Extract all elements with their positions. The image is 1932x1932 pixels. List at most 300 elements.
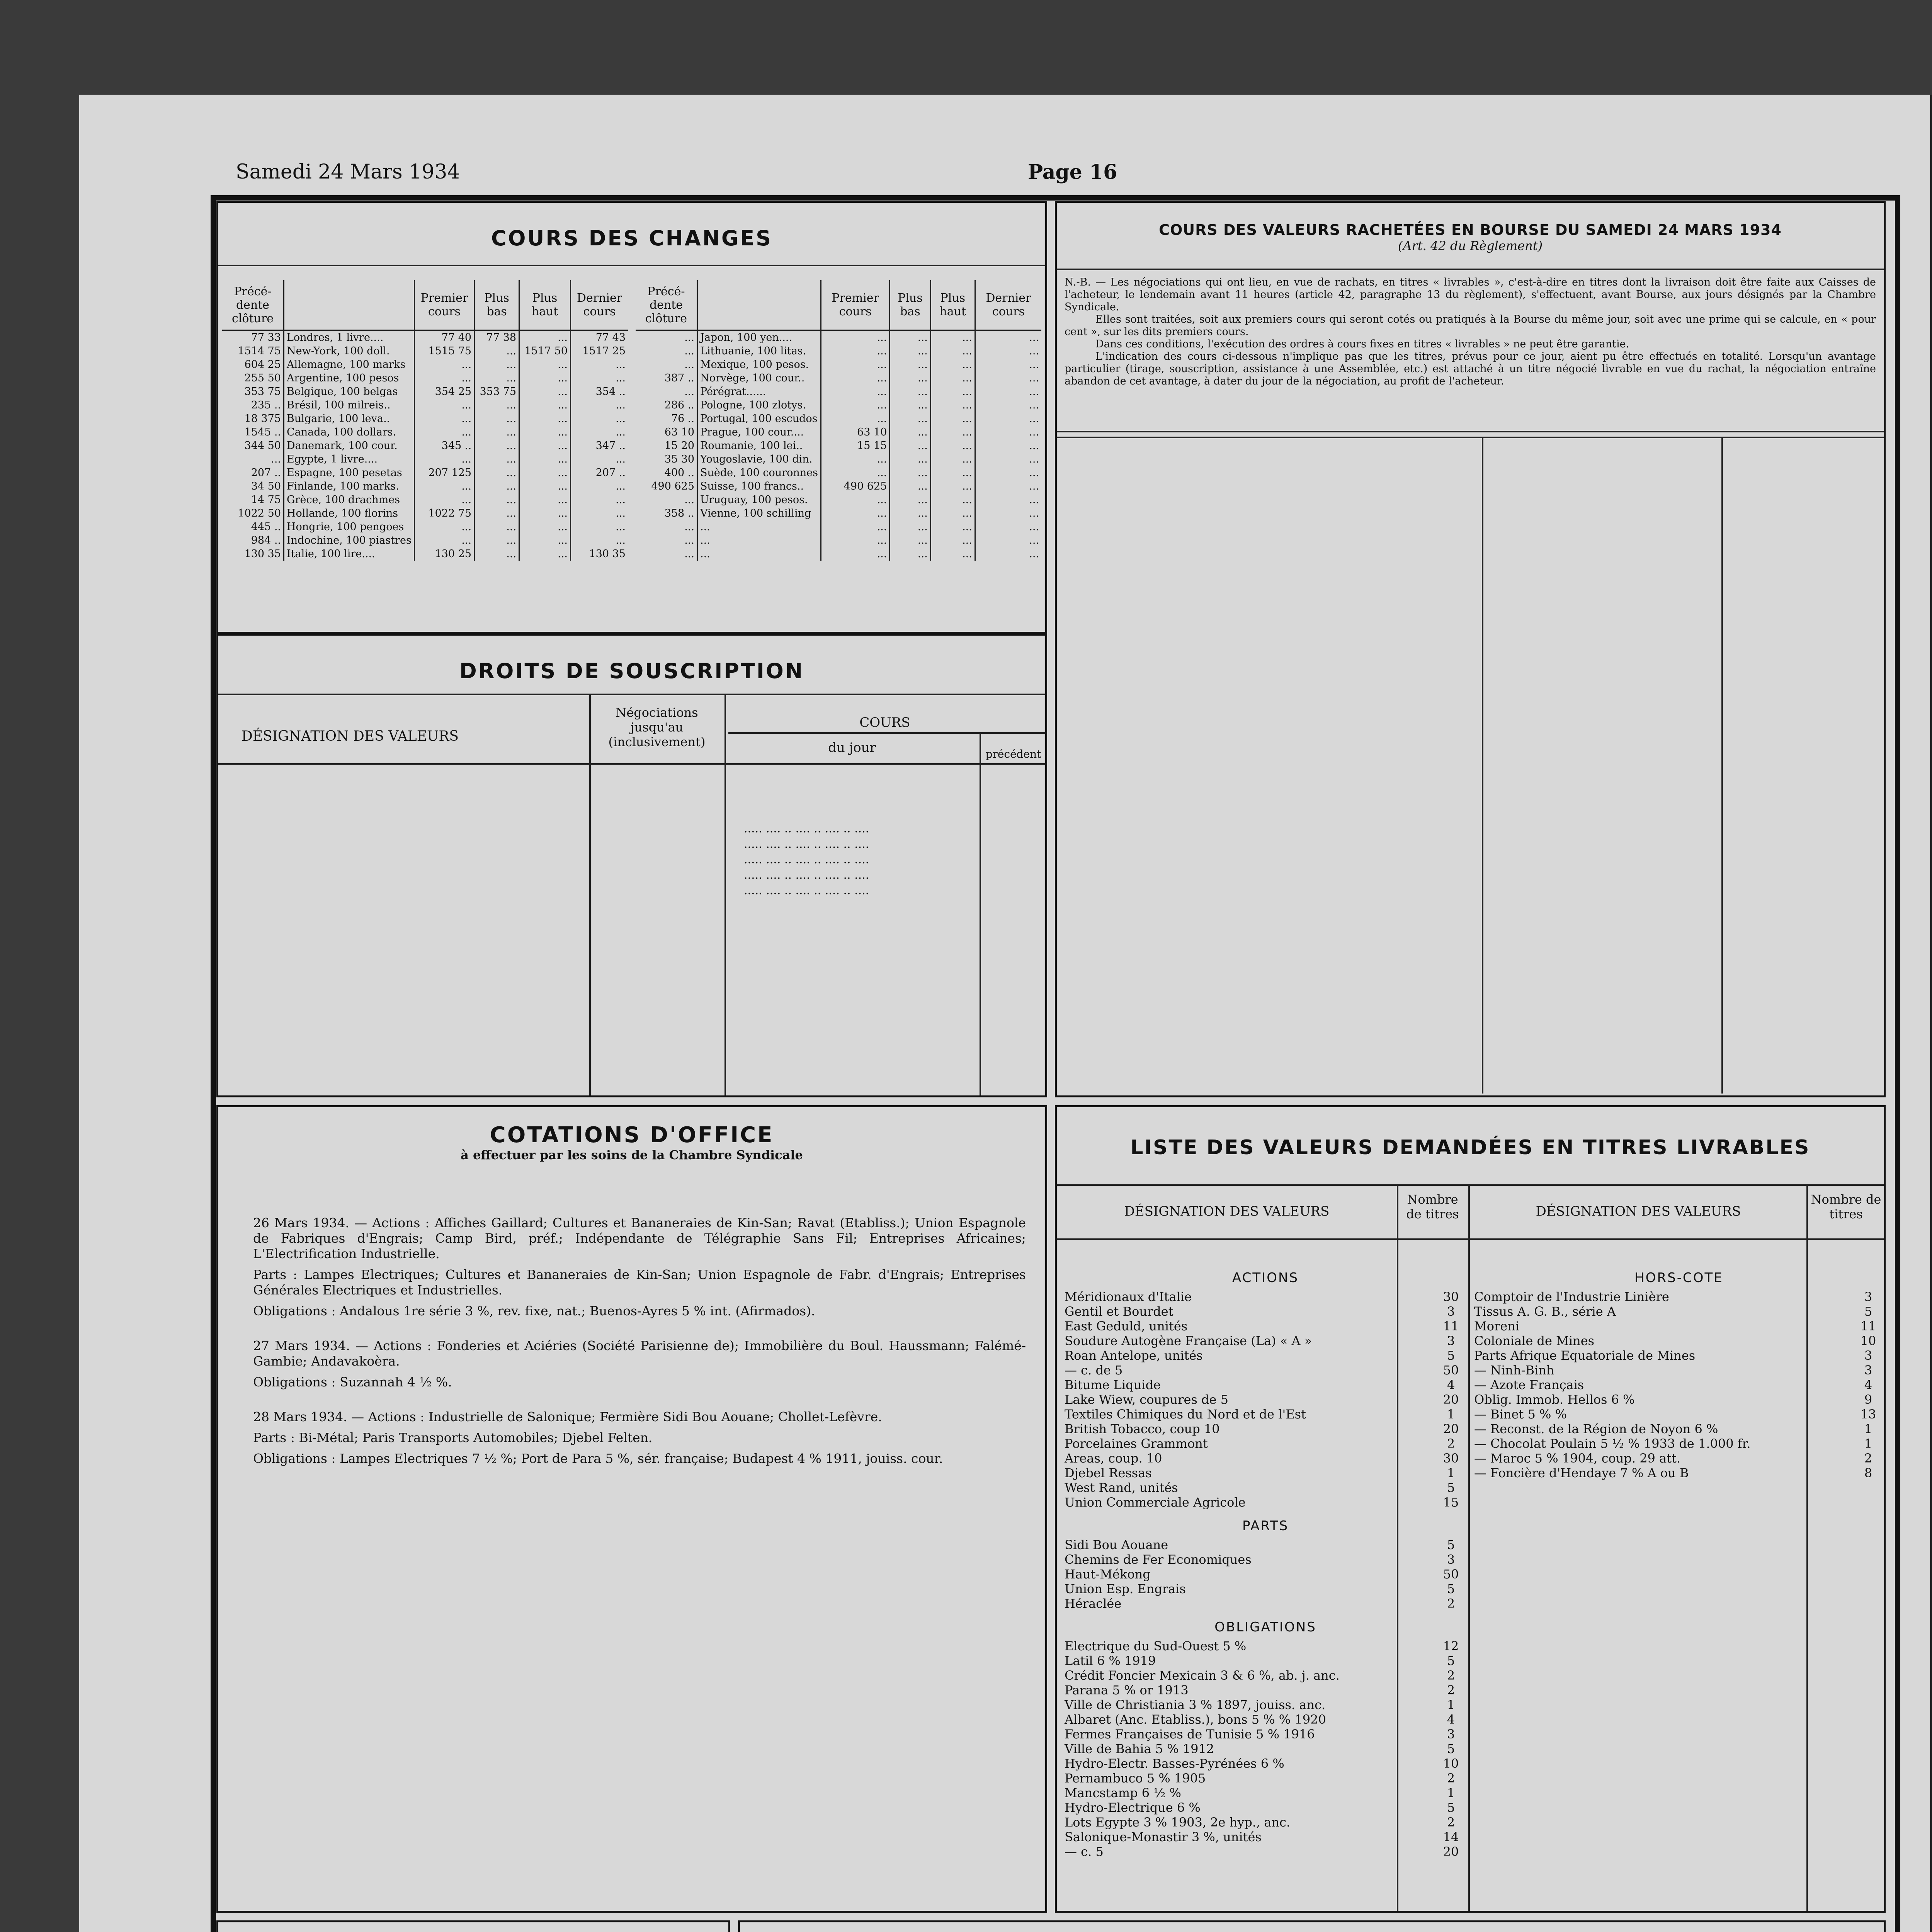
liste-item <box>1474 1407 1884 1422</box>
rate-value: ... <box>271 453 281 465</box>
cotations-body <box>253 1215 1026 1472</box>
header-page-number: Page 16 <box>1028 160 1117 184</box>
rate-currency: Belgique, 100 belgas <box>284 385 415 398</box>
rate-currency: Egypte, 1 livre.... <box>284 452 415 466</box>
rate-value: ... <box>684 494 694 506</box>
rate-value: 353 75 <box>244 386 281 398</box>
rate-value: ... <box>474 480 519 493</box>
rate-value: ... <box>519 466 571 480</box>
rate-value: ... <box>930 439 975 452</box>
liste-left-list <box>1065 1262 1466 1859</box>
adjacent-page-edge <box>1930 95 1932 1932</box>
liste-item-count: 2 <box>1447 1596 1455 1611</box>
liste-item <box>1065 1466 1466 1480</box>
liste-item-name: Comptoir de l'Industrie Linière <box>1474 1289 1669 1304</box>
liste-item-count: 1 <box>1447 1697 1455 1712</box>
rate-value: ... <box>975 452 1041 466</box>
rate-value: ... <box>821 520 889 534</box>
rate-value: 130 35 <box>244 548 281 560</box>
rate-currency: Hollande, 100 florins <box>284 507 415 520</box>
rate-value: ... <box>821 385 889 398</box>
rate-value: ... <box>890 371 930 385</box>
rate-value: 235 .. <box>251 399 281 411</box>
rate-value: ... <box>571 520 628 534</box>
rate-row <box>636 412 1041 425</box>
rate-value: 354 .. <box>571 385 628 398</box>
rate-value: ... <box>414 371 474 385</box>
rate-row <box>636 385 1041 398</box>
liste-item-count: 1 <box>1864 1436 1872 1451</box>
rate-value: ... <box>474 344 519 358</box>
page-header <box>236 160 1897 184</box>
liste-item-count: 30 <box>1443 1451 1459 1466</box>
rate-row <box>636 425 1041 439</box>
rate-currency: Londres, 1 livre.... <box>284 330 415 345</box>
rate-value: ... <box>414 412 474 425</box>
liste-item <box>1065 1830 1466 1844</box>
rate-currency: Argentine, 100 pesos <box>284 371 415 385</box>
rate-value: ... <box>975 520 1041 534</box>
liste-item-name: East Geduld, unités <box>1065 1319 1188 1333</box>
rate-currency: Danemark, 100 cour. <box>284 439 415 452</box>
rate-value: ... <box>890 452 930 466</box>
liste-item <box>1065 1653 1466 1668</box>
col-dernier: Dernier cours <box>975 280 1041 330</box>
cotations-paragraph: Obligations : Suzannah 4 ½ %. <box>253 1374 452 1389</box>
liste-item <box>1065 1289 1466 1304</box>
rate-row <box>222 412 628 425</box>
rate-currency: New-York, 100 doll. <box>284 344 415 358</box>
col-plus-haut: Plus haut <box>930 280 975 330</box>
rachetees-section <box>1055 201 1886 1097</box>
liste-item <box>1474 1451 1884 1466</box>
rate-value: ... <box>414 520 474 534</box>
col-precedente: Précé- dente clôture <box>636 280 697 330</box>
rate-value: ... <box>474 534 519 547</box>
liste-item-name: Mancstamp 6 ½ % <box>1065 1786 1181 1800</box>
liste-item-name: Ville de Bahia 5 % 1912 <box>1065 1742 1214 1756</box>
rate-currency: Roumanie, 100 lei.. <box>697 439 821 452</box>
rate-value: 76 .. <box>671 413 694 425</box>
liste-item <box>1065 1552 1466 1567</box>
changes-right-body <box>636 330 1041 561</box>
liste-item-count: 2 <box>1447 1683 1455 1697</box>
liste-item <box>1474 1392 1884 1407</box>
rate-value: 387 .. <box>664 372 694 384</box>
liste-item-name: Latil 6 % 1919 <box>1065 1653 1156 1668</box>
liste-item-count: 1 <box>1864 1422 1872 1436</box>
rate-value: ... <box>930 547 975 561</box>
col-devise <box>284 280 415 330</box>
rate-row <box>222 452 628 466</box>
souscription-section <box>216 634 1047 1097</box>
liste-item-name: Méridionaux d'Italie <box>1065 1289 1192 1304</box>
rate-value: 353 75 <box>474 385 519 398</box>
cotations-paragraph: Obligations : Andalous 1re série 3 %, rev. fixe, nat.; Buenos-Ayres 5 % int. (Afirmados). <box>253 1303 815 1318</box>
rate-value: ... <box>684 345 694 357</box>
liste-item-name: Tissus A. G. B., série A <box>1474 1304 1616 1319</box>
cotations-paragraph: 27 Mars 1934. — Actions : Fonderies et Aciéries (Société Parisienne de); Immobilière du Boul. Haussmann; Falémé-Gambie; Andavakoèra. <box>253 1338 1026 1369</box>
liste-item-name: Parana 5 % or 1913 <box>1065 1683 1189 1697</box>
rate-value: ... <box>975 371 1041 385</box>
rate-value: ... <box>930 330 975 345</box>
rate-value: ... <box>821 330 889 345</box>
rate-value: ... <box>975 534 1041 547</box>
liste-item-count: 4 <box>1864 1378 1872 1392</box>
rate-row <box>222 425 628 439</box>
liste-item-name: Oblig. Immob. Hellos 6 % <box>1474 1392 1635 1407</box>
rate-value: ... <box>890 358 930 371</box>
rate-currency: Brésil, 100 milreis.. <box>284 398 415 412</box>
rate-row <box>636 398 1041 412</box>
rate-value: ... <box>519 452 571 466</box>
rachetees-note: Dans ces conditions, l'exécution des ordres à cours fixes en titres « livrables » ne peut être garantie. <box>1095 338 1629 350</box>
liste-item-name: — Binet 5 % % <box>1474 1407 1567 1422</box>
liste-item-name: Hydro-Electrique 6 % <box>1065 1800 1201 1815</box>
liste-item-count: 4 <box>1447 1378 1455 1392</box>
rate-currency: Vienne, 100 schilling <box>697 507 821 520</box>
rate-value: 35 30 <box>664 453 694 465</box>
rate-value: ... <box>571 358 628 371</box>
liste-item-name: Djebel Ressas <box>1065 1466 1152 1480</box>
rate-row <box>636 520 1041 534</box>
col-premier: Premier cours <box>821 280 889 330</box>
rate-value: ... <box>474 507 519 520</box>
souscription-col-cours: COURS <box>859 715 910 730</box>
rate-value: ... <box>890 520 930 534</box>
rate-value: 207 .. <box>571 466 628 480</box>
liste-item-name: Ville de Christiania 3 % 1897, jouiss. anc. <box>1065 1697 1326 1712</box>
liste-item <box>1065 1304 1466 1319</box>
liste-item <box>1065 1378 1466 1392</box>
liste-item <box>1065 1697 1466 1712</box>
rate-row <box>636 534 1041 547</box>
rate-value: 77 43 <box>571 330 628 345</box>
rate-value: ... <box>930 480 975 493</box>
rate-value: ... <box>975 425 1041 439</box>
rate-value: ... <box>474 466 519 480</box>
rate-value: ... <box>975 358 1041 371</box>
rate-row <box>222 520 628 534</box>
liste-item-name: Roan Antelope, unités <box>1065 1348 1203 1363</box>
rate-value: 345 .. <box>414 439 474 452</box>
liste-item <box>1474 1289 1884 1304</box>
liste-item <box>1065 1815 1466 1830</box>
liste-item-count: 20 <box>1443 1844 1459 1859</box>
liste-item-name: — Chocolat Poulain 5 ½ % 1933 de 1.000 fr. <box>1474 1436 1751 1451</box>
rate-value: 358 .. <box>664 507 694 519</box>
rate-value: ... <box>414 534 474 547</box>
cotations-section <box>216 1105 1047 1913</box>
rate-currency: Bulgarie, 100 leva.. <box>284 412 415 425</box>
liste-item-count: 14 <box>1443 1830 1459 1844</box>
rate-value: 63 10 <box>821 425 889 439</box>
cotations-subtitle: à effectuer par les soins de la Chambre Syndicale <box>461 1148 803 1162</box>
liste-item-name: Héraclée <box>1065 1596 1122 1611</box>
liste-item-name: Sidi Bou Aouane <box>1065 1537 1168 1552</box>
rachetees-title: COURS DES VALEURS RACHETÉES EN BOURSE DU SAMEDI 24 MARS 1934 <box>1159 221 1782 238</box>
rate-value: ... <box>474 425 519 439</box>
liste-item-count: 50 <box>1443 1567 1459 1582</box>
liste-item-count: 5 <box>1447 1653 1455 1668</box>
rate-value: ... <box>474 439 519 452</box>
col-precedente: Précé- dente clôture <box>222 280 284 330</box>
liste-item <box>1065 1771 1466 1786</box>
rate-value: ... <box>930 534 975 547</box>
liste-item-name: Salonique-Monastir 3 %, unités <box>1065 1830 1262 1844</box>
liste-item <box>1474 1319 1884 1333</box>
rate-value: ... <box>890 547 930 561</box>
rate-value: ... <box>821 547 889 561</box>
rate-row <box>636 330 1041 345</box>
col-plus-bas: Plus bas <box>890 280 930 330</box>
liste-item-count: 8 <box>1864 1466 1872 1480</box>
rate-value: ... <box>519 439 571 452</box>
liste-item-name: Union Esp. Engrais <box>1065 1582 1186 1596</box>
rate-value: ... <box>414 493 474 507</box>
liste-item-name: Coloniale de Mines <box>1474 1333 1595 1348</box>
rate-value: ... <box>519 493 571 507</box>
liste-item-count: 1 <box>1447 1407 1455 1422</box>
rate-value: ... <box>519 385 571 398</box>
liste-item-name: — c. 5 <box>1065 1844 1104 1859</box>
souscription-title: DROITS DE SOUSCRIPTION <box>459 659 804 683</box>
rate-value: ... <box>930 520 975 534</box>
liste-item-count: 11 <box>1860 1319 1876 1333</box>
liste-item-name: Textiles Chimiques du Nord et de l'Est <box>1065 1407 1306 1422</box>
liste-item-count: 3 <box>1447 1727 1455 1742</box>
rate-value: ... <box>474 412 519 425</box>
rate-value: ... <box>474 371 519 385</box>
rate-value: ... <box>930 371 975 385</box>
liste-item-count: 2 <box>1864 1451 1872 1466</box>
liste-item <box>1474 1378 1884 1392</box>
rate-value: ... <box>474 398 519 412</box>
liste-item <box>1065 1495 1466 1510</box>
rate-row <box>222 534 628 547</box>
col-dernier: Dernier cours <box>571 280 628 330</box>
rate-value: ... <box>930 412 975 425</box>
rate-row <box>222 330 628 345</box>
rate-value: ... <box>414 425 474 439</box>
rate-value: ... <box>571 480 628 493</box>
rate-currency: Portugal, 100 escudos <box>697 412 821 425</box>
cotations-paragraph: Parts : Lampes Electriques; Cultures et Bananeraies de Kin-San; Union Espagnole de Fabr. d'Engrais; Entreprises Générales Electriques et Industrielles. <box>253 1267 1026 1298</box>
rate-value: ... <box>975 439 1041 452</box>
liste-item-name: Chemins de Fer Economiques <box>1065 1552 1252 1567</box>
liste-item-name: Union Commerciale Agricole <box>1065 1495 1246 1510</box>
liste-item-count: 3 <box>1447 1333 1455 1348</box>
liste-item-name: — Reconst. de la Région de Noyon 6 % <box>1474 1422 1718 1436</box>
rate-currency: Norvège, 100 cour.. <box>697 371 821 385</box>
liste-item-name: Porcelaines Grammont <box>1065 1436 1208 1451</box>
liste-col-designation: DÉSIGNATION DES VALEURS <box>1124 1204 1330 1219</box>
rate-value: ... <box>975 480 1041 493</box>
rate-currency: Hongrie, 100 pengoes <box>284 520 415 534</box>
liste-item <box>1474 1436 1884 1451</box>
rate-currency: Prague, 100 cour.... <box>697 425 821 439</box>
liste-item-name: Haut-Mékong <box>1065 1567 1151 1582</box>
rate-value: ... <box>519 330 571 345</box>
rate-value: ... <box>414 480 474 493</box>
liste-item-name: Parts Afrique Equatoriale de Mines <box>1474 1348 1696 1363</box>
liste-item-count: 5 <box>1447 1800 1455 1815</box>
rate-value: ... <box>930 398 975 412</box>
rate-value: ... <box>684 332 694 344</box>
liste-item-name: — Foncière d'Hendaye 7 % A ou B <box>1474 1466 1689 1480</box>
liste-item-name: Lake Wiew, coupures de 5 <box>1065 1392 1228 1407</box>
souscription-col-designation: DÉSIGNATION DES VALEURS <box>242 728 459 744</box>
rate-value: 354 25 <box>414 385 474 398</box>
rate-value: 1545 .. <box>244 426 281 438</box>
liste-item <box>1065 1319 1466 1333</box>
rate-value: ... <box>571 412 628 425</box>
liste-item <box>1065 1844 1466 1859</box>
rate-value: ... <box>890 480 930 493</box>
rate-value: ... <box>474 493 519 507</box>
liste-item-count: 13 <box>1860 1407 1876 1422</box>
rate-row <box>222 371 628 385</box>
col-premier: Premier cours <box>414 280 474 330</box>
liste-item-name: Hydro-Electr. Basses-Pyrénées 6 % <box>1065 1756 1284 1771</box>
liste-item <box>1065 1363 1466 1378</box>
liste-item-name: Areas, coup. 10 <box>1065 1451 1162 1466</box>
rate-value: 1515 75 <box>414 344 474 358</box>
liste-item-name: Moreni <box>1474 1319 1520 1333</box>
rachetees-note: L'indication des cours ci-dessous n'implique pas que les titres, prévus pour ce jour, aient pu être effectués en totalité. Lorsqu'un avantage particulier (tirage, souscription, assistance à une Assemblée, etc.) est attaché à un titre négocié livrable en vue du rachat, la négociation entraîne abandon de cet avantage, à dater du jour de la négociation, au profit de l'acheteur. <box>1065 350 1876 387</box>
rate-value: ... <box>975 344 1041 358</box>
rate-value: ... <box>571 371 628 385</box>
changes-table-right <box>636 280 1041 561</box>
rate-row <box>222 385 628 398</box>
rate-value: 14 75 <box>251 494 281 506</box>
liste-item-count: 50 <box>1443 1363 1459 1378</box>
rappels-section <box>216 1920 730 1932</box>
rate-value: 207 125 <box>414 466 474 480</box>
liste-title: LISTE DES VALEURS DEMANDÉES EN TITRES LIVRABLES <box>1130 1136 1810 1159</box>
rate-currency: Japon, 100 yen.... <box>697 330 821 345</box>
rate-currency: Italie, 100 lire.... <box>284 547 415 561</box>
liste-item <box>1065 1742 1466 1756</box>
liste-item <box>1474 1363 1884 1378</box>
rate-row <box>222 480 628 493</box>
rate-row <box>222 344 628 358</box>
rate-value: 1022 75 <box>414 507 474 520</box>
liste-col-nombre: Nombre de titres <box>1406 1192 1459 1221</box>
rate-value: ... <box>821 358 889 371</box>
rate-value: 255 50 <box>244 372 281 384</box>
liste-section-heading: HORS-COTE <box>1634 1270 1723 1286</box>
liste-item-count: 10 <box>1860 1333 1876 1348</box>
rate-currency: Espagne, 100 pesetas <box>284 466 415 480</box>
rate-value: ... <box>571 425 628 439</box>
rate-value: ... <box>571 452 628 466</box>
rachetees-subtitle: (Art. 42 du Règlement) <box>1398 238 1543 253</box>
liste-item-count: 3 <box>1447 1304 1455 1319</box>
liste-item-count: 5 <box>1447 1537 1455 1552</box>
rate-value: ... <box>890 425 930 439</box>
rate-row <box>636 344 1041 358</box>
rate-value: ... <box>519 412 571 425</box>
changes-table-left <box>222 280 628 561</box>
rate-value: ... <box>890 385 930 398</box>
rate-value: ... <box>975 466 1041 480</box>
rate-currency: Grèce, 100 drachmes <box>284 493 415 507</box>
rate-value: 347 .. <box>571 439 628 452</box>
rate-value: ... <box>930 452 975 466</box>
rate-value: ... <box>890 493 930 507</box>
liste-item-name: — Ninh-Binh <box>1474 1363 1554 1378</box>
liste-item <box>1065 1683 1466 1697</box>
liste-section <box>1055 1105 1886 1913</box>
rate-value: ... <box>519 507 571 520</box>
rate-currency: Indochine, 100 piastres <box>284 534 415 547</box>
cotations-paragraph: Obligations : Lampes Electriques 7 ½ %; Port de Para 5 %, sér. française; Budapest 4 % 1911, jouiss. cour. <box>253 1451 943 1466</box>
rate-value: ... <box>890 344 930 358</box>
rachetees-notes <box>1065 276 1876 388</box>
rate-value: ... <box>414 358 474 371</box>
liste-item-name: — Azote Français <box>1474 1378 1584 1392</box>
liste-item-count: 2 <box>1447 1668 1455 1683</box>
liste-item-count: 5 <box>1447 1582 1455 1596</box>
liste-item-count: 5 <box>1447 1480 1455 1495</box>
liste-item-count: 1 <box>1447 1786 1455 1800</box>
rate-value: ... <box>975 330 1041 345</box>
liste-item-name: West Rand, unités <box>1065 1480 1178 1495</box>
liste-item <box>1065 1422 1466 1436</box>
rate-value: ... <box>975 507 1041 520</box>
souscription-col-precedent: précédent <box>985 748 1041 760</box>
liste-item <box>1065 1480 1466 1495</box>
rachetees-note: Elles sont traitées, soit aux premiers cours qui seront cotés ou pratiqués à la Bourse du même jour, soit avec une prime qui se calcule, en « pour cent », sur les dits premiers cours. <box>1065 313 1876 338</box>
liste-item <box>1065 1727 1466 1742</box>
rate-value: ... <box>890 412 930 425</box>
rate-row <box>222 547 628 561</box>
rate-currency: Uruguay, 100 pesos. <box>697 493 821 507</box>
liste-item-name: Fermes Françaises de Tunisie 5 % 1916 <box>1065 1727 1315 1742</box>
rate-row <box>636 480 1041 493</box>
rate-value: ... <box>684 521 694 533</box>
cotations-paragraph: 26 Mars 1934. — Actions : Affiches Gaillard; Cultures et Bananeraies de Kin-San; Ravat (Etabliss.); Union Espagnole de Fabriques d'Engrais; Camp Bird, préf.; Indépendante de Télégraphie Sans Fil; Entreprises Africaines; L'Electrification Industrielle. <box>253 1215 1026 1261</box>
liste-item-name: Albaret (Anc. Etabliss.), bons 5 % % 1920 <box>1065 1712 1326 1727</box>
liste-item <box>1065 1537 1466 1552</box>
liste-item-count: 11 <box>1443 1319 1459 1333</box>
liste-item-name: British Tobacco, coup 10 <box>1065 1422 1220 1436</box>
rate-row <box>636 493 1041 507</box>
rate-value: 207 .. <box>251 467 281 479</box>
rate-row <box>222 466 628 480</box>
rate-currency: ... <box>697 547 821 561</box>
liste-item <box>1474 1333 1884 1348</box>
rate-value: 77 33 <box>251 332 281 344</box>
liste-col-designation: DÉSIGNATION DES VALEURS <box>1536 1204 1741 1219</box>
rate-value: ... <box>930 507 975 520</box>
rate-value: ... <box>519 398 571 412</box>
rate-value: ... <box>519 358 571 371</box>
liste-item <box>1065 1786 1466 1800</box>
col-plus-bas: Plus bas <box>474 280 519 330</box>
rate-value: ... <box>519 534 571 547</box>
liste-item <box>1065 1712 1466 1727</box>
col-plus-haut: Plus haut <box>519 280 571 330</box>
liste-item <box>1474 1466 1884 1480</box>
souscription-col-negociations: Négociations jusqu'au (inclusivement) <box>608 705 706 749</box>
cotations-paragraph: 28 Mars 1934. — Actions : Industrielle de Salonique; Fermière Sidi Bou Aouane; Chollet-Lefèvre. <box>253 1409 882 1424</box>
liste-item <box>1065 1567 1466 1582</box>
liste-item-name: Electrique du Sud-Ouest 5 % <box>1065 1639 1247 1653</box>
rate-row <box>636 439 1041 452</box>
liste-item <box>1065 1756 1466 1771</box>
